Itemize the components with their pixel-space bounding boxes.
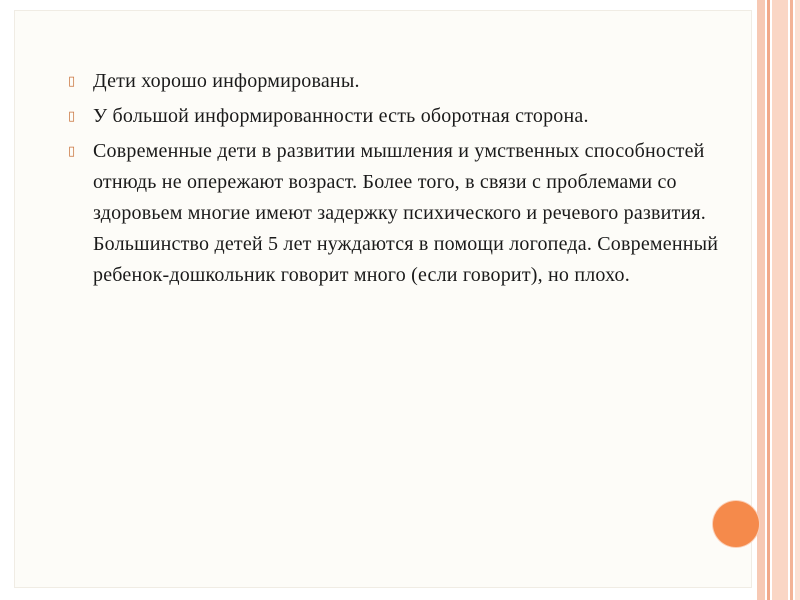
decorative-stripe [795, 0, 800, 600]
decorative-stripe [767, 0, 770, 600]
bullet-item [68, 101, 732, 132]
bullet-marker-icon: ▯ [68, 109, 76, 124]
bullet-item [68, 136, 732, 291]
bullet-item [68, 66, 732, 97]
decorative-stripe [790, 0, 793, 600]
decorative-stripe [772, 0, 788, 600]
bullet-list [68, 66, 732, 295]
bullet-text: Современные дети в развитии мышления и умственных способностей отнюдь не опережают возраст. Более того, в связи с проблемами со здоровьем многие имеют задержку психического и речевого развития. Большинство детей 5 лет нуждаются в помощи логопеда. Современный ребенок-дошкольник говорит много (если говорит), но плохо. [93, 140, 719, 286]
bullet-marker-icon: ▯ [68, 144, 76, 159]
bullet-marker-icon: ▯ [68, 74, 76, 89]
bullet-text: Дети хорошо информированы. [93, 70, 360, 92]
decorative-stripe [757, 0, 765, 600]
accent-circle [713, 501, 759, 547]
bullet-text: У большой информированности есть оборотная сторона. [93, 105, 589, 127]
